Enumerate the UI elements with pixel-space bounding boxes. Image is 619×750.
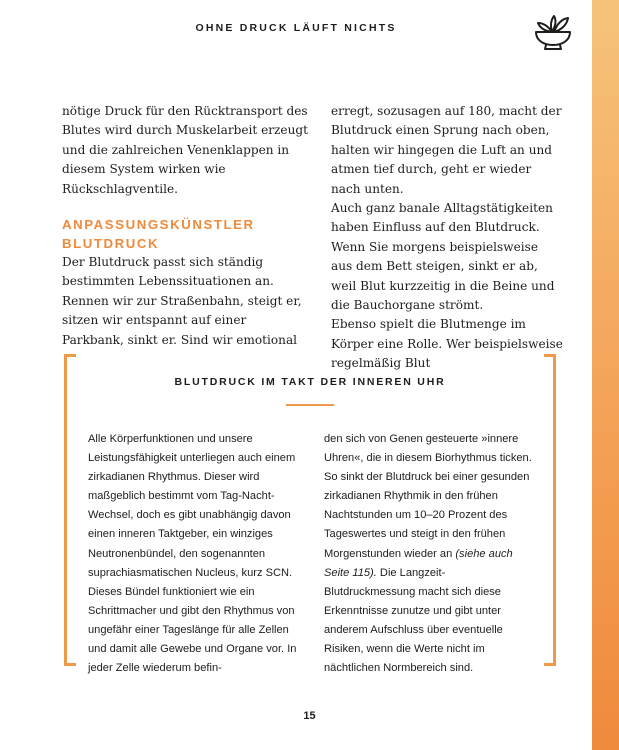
- paragraph: erregt, sozusagen auf 180, macht der Blutdruck einen Sprung nach oben, halten wir hingegen die Luft an und atmen tief durch, geht er wieder nach unten.: [331, 104, 562, 196]
- left-text-column: [62, 102, 308, 350]
- running-head: OHNE DRUCK LÄUFT NICHTS: [195, 22, 397, 34]
- paragraph: Alle Körperfunktionen und unsere Leistungsfähigkeit unterliegen auch einem zirkadianen Rhythmus. Dieser wird maßgeblich bestimmt vom Tag-Nacht-Wechsel, doch es gibt unabhängig davon einen inneren Taktgeber, ein winziges Neutronenbündel, den sogenannten suprachiasmatischen Nucleus, kurz SCN. Dieses Bündel funktioniert wie ein Schrittmacher und gibt den Rhythmus von ungefähr einer Tageslänge für alle Zellen und damit alle Gewebe und Organe vor. In jeder Zelle wiederum befin-: [88, 433, 297, 675]
- info-box-title: BLUTDRUCK IM TAKT DER INNEREN UHR: [174, 376, 446, 388]
- info-box-right-column: [324, 430, 532, 678]
- right-bracket: [544, 354, 556, 666]
- paragraph: nötige Druck für den Rücktransport des Blutes wird durch Muskelarbeit erzeugt und die zahlreichen Venenklappen in diesem System wirken wie Rückschlagventile.: [62, 104, 308, 196]
- left-bracket: [64, 354, 76, 666]
- title-underline: [286, 404, 334, 406]
- text-run: So sinkt der Blutdruck bei einer gesunden zirkadianen Rhythmik in den frühen Nachtstunden um 10–20 Prozent des Tageswertes und steigt in den frühen Morgenstunden wieder an: [324, 471, 530, 560]
- text-run: Die Langzeit-Blutdruckmessung macht sich diese Erkenntnisse zunutze und gibt unter anderem Aufschluss über eventuelle Risiken, wenn die Werte nicht im nächtlichen Normbereich sind.: [324, 566, 503, 675]
- paragraph: Auch ganz banale Alltagstätigkeiten haben Einfluss auf den Blutdruck. Wenn Sie morgens beispielsweise aus dem Bett steigen, sinkt er ab, weil Blut kurzzeitig in die Beine und die Bauchorgane strömt.: [331, 201, 555, 313]
- mortar-bowl-icon: [532, 12, 574, 52]
- paragraph: Ebenso spielt die Blutmenge im Körper eine Rolle. Wer beispielsweise regelmäßig Blut: [331, 317, 563, 371]
- section-heading: ANPASSUNGSKÜNSTLER BLUTDRUCK: [62, 217, 255, 252]
- paragraph: Der Blutdruck passt sich ständig bestimmten Lebenssituationen an. Rennen wir zur Straßenbahn, steigt er, sitzen wir entspannt auf einer Parkbank, sinkt er. Sind wir emotional: [62, 255, 302, 347]
- paragraph: den sich von Genen gesteuerte »innere Uhren«, die in diesem Biorhythmus ticken.: [324, 433, 532, 465]
- info-box: [64, 354, 556, 675]
- orange-gradient-edge-bar: [592, 0, 619, 750]
- info-box-left-column: [88, 430, 306, 678]
- paragraph: [324, 468, 532, 678]
- page-reference: (siehe auch Seite 115).: [324, 547, 513, 579]
- right-text-column: [331, 102, 563, 374]
- page-number: 15: [303, 710, 316, 722]
